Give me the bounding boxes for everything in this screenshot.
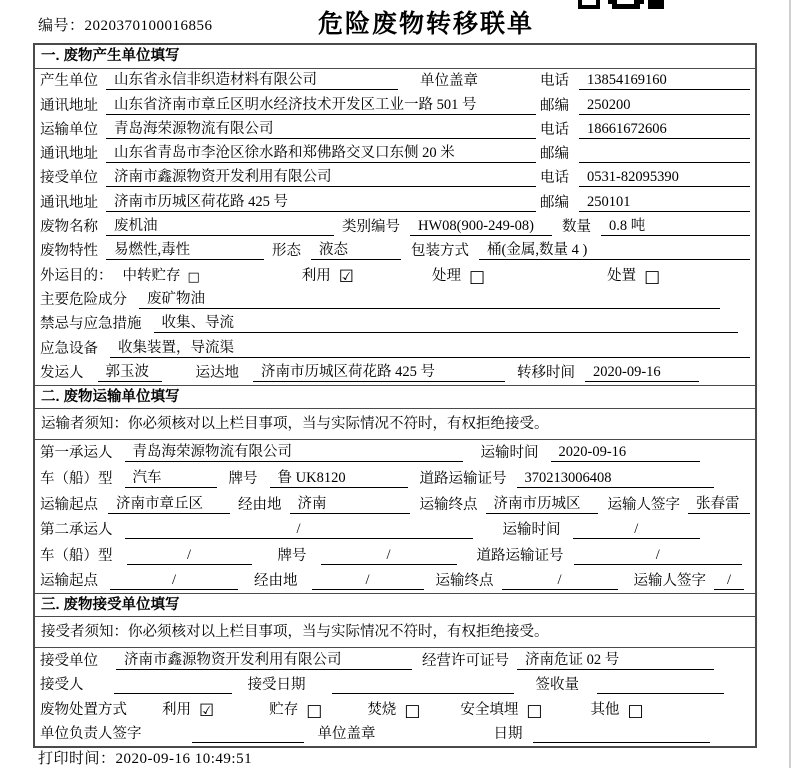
route1-sign-value: 张春雷 [688,492,750,514]
dispatcher-label: 发运人 [40,364,84,381]
signed-amount-value [597,693,724,694]
print-time [38,747,252,768]
row-waste-name [35,215,755,239]
row-acceptor [35,673,755,698]
purpose-transfer-checkbox: □ [187,269,200,285]
emergency-equipment-value: 收集装置，导流渠 [110,336,750,358]
sign-date-value [533,742,711,743]
purpose-option-utilize-label: 利用 [301,267,331,284]
row-disposal-method [35,697,755,722]
transfer-manifest-form [33,43,757,748]
vehicle1-value: 汽车 [125,466,217,488]
route1-end-value: 济南市历城区 [486,492,598,514]
sign-date-label: 日期 [493,726,523,743]
disposal-storage-label: 贮存 [269,701,299,718]
transporter-phone-label: 电话 [540,121,569,138]
signed-amount-label: 签收量 [535,677,579,694]
route2-end-value: / [502,572,618,590]
acceptor-value [114,693,232,694]
producer-seal-label: 单位盖章 [420,73,478,90]
producer-value: 山东省永信非织造材料有限公司 [106,68,398,90]
receiver-phone-label: 电话 [540,170,569,187]
transporter-address-label: 通讯地址 [40,146,98,163]
serial-label: 编号： [38,18,85,34]
unit-seal-label: 单位盖章 [317,726,376,743]
document-serial [38,14,213,35]
purpose-option-transfer-label: 中转贮存 [122,267,181,284]
row-carrier2 [35,517,755,543]
destination-value: 济南市历城区荷花路 425 号 [253,360,505,382]
route2-via-value: / [312,572,424,590]
waste-form-label: 形态 [272,243,301,260]
carrier1-value: 青岛海荣源物流有限公司 [125,440,463,462]
row-route1 [35,491,755,517]
plate1-value: 鲁 UK8120 [270,466,408,488]
print-time-value: 2020-09-16 10:49:51 [115,751,253,767]
disposal-label: 废物处置方式 [40,701,127,718]
packing-label: 包装方式 [411,243,469,260]
main-hazard-value: 废矿物油 [139,287,720,309]
route1-start-label: 运输起点 [40,496,98,513]
road-license1-label: 道路运输证号 [419,471,507,488]
vehicle1-label: 车（船）型 [40,471,113,488]
receiver-zip-label: 邮编 [540,194,569,211]
destination-label: 运达地 [195,364,239,381]
plate2-value: / [321,547,457,565]
carrier2-label: 第二承运人 [40,522,113,539]
row-vehicle1 [35,465,755,491]
waste-category-label: 类别编号 [342,219,400,236]
serial-number: 2020370100016856 [84,18,213,34]
section1-heading: 一. 废物产生单位填写 [35,45,755,69]
packing-value: 桶(金属,数量 4 ) [479,238,750,260]
operating-license-value: 济南危证 02 号 [517,648,714,670]
route1-end-label: 运输终点 [419,496,478,513]
vehicle2-label: 车（船）型 [40,547,113,564]
page-title: 危险废物转移联单 [317,10,535,38]
transporter-phone-value: 18661672606 [579,121,750,139]
transporter-zip-value [579,162,750,163]
route2-sign-label: 运输人签字 [633,573,706,590]
carrier2-value: / [125,521,473,539]
row-route2 [35,568,755,594]
receiver-zip-value: 250101 [579,194,750,212]
route2-start-label: 运输起点 [40,573,98,590]
disposal-utilize-checkbox: ☑ [199,700,215,721]
vehicle2-value: / [127,547,252,565]
route1-start-value: 济南市章丘区 [108,492,230,514]
disposal-storage-checkbox: □ [306,700,323,721]
route2-sign-value: / [714,572,744,590]
transporter-zip-label: 邮编 [540,146,569,163]
row-receiver [35,166,755,190]
waste-name-value: 废机油 [106,214,334,236]
purpose-utilize-checkbox: ☑ [338,266,355,287]
disposal-landfill-checkbox: □ [526,700,543,721]
section3-heading: 三. 废物接受单位填写 [35,593,755,617]
producer-address-value: 山东省济南市章丘区明水经济技术开发区工业一路 501 号 [106,93,536,115]
row-receiver-address [35,190,755,214]
receiver-address-label: 通讯地址 [40,194,98,211]
disposal-incinerate-checkbox: □ [404,700,421,721]
accept-date-label: 接受日期 [247,677,306,694]
producer-phone-value: 13854169160 [579,72,750,90]
section-receiver [35,593,755,746]
acceptor-label: 接受人 [40,677,84,694]
waste-property-label: 废物特性 [40,243,98,260]
row-transporter [35,118,755,142]
transporter-notice: 运输者须知：你必须核对以上栏目事项，当与实际情况不符时，有权拒绝接受。 [35,409,755,440]
section-producer [35,45,755,385]
carrier1-time-value: 2020-09-16 [551,444,701,462]
producer-phone-label: 电话 [540,73,569,90]
receiver-address-value: 济南市历城区荷花路 425 号 [106,190,536,212]
row-taboo-measures [35,312,755,336]
receiver-notice: 接受者须知：你必须核对以上栏目事项，当与实际情况不符时，有权拒绝接受。 [35,617,755,648]
route1-sign-label: 运输人签字 [607,496,680,513]
route2-via-label: 经由地 [254,573,298,590]
main-hazard-label: 主要危险成分 [40,291,127,308]
purpose-treat-checkbox: □ [469,266,486,287]
page-edge-divider [789,0,791,768]
row-transporter-address [35,142,755,166]
producer-address-label: 通讯地址 [40,97,98,114]
route2-start-value: / [110,572,238,590]
taboo-label: 禁忌与应急措施 [40,316,142,333]
purpose-option-treat-label: 处理 [432,267,462,284]
transfer-time-label: 转移时间 [517,364,575,381]
print-time-label: 打印时间： [38,751,116,767]
section2-heading: 二. 废物运输单位填写 [35,385,755,409]
emergency-equipment-label: 应急设备 [40,340,98,357]
receive-unit-label: 接受单位 [40,652,98,669]
producer-zip-value: 250200 [579,97,750,115]
dispatcher-value: 郭玉波 [98,360,162,382]
row-outbound-purpose [35,263,755,287]
accept-date-value [332,693,514,694]
carrier2-time-value: / [573,521,701,539]
row-receive-unit [35,648,755,673]
carrier1-label: 第一承运人 [40,445,113,462]
disposal-landfill-label: 安全填埋 [460,701,519,718]
road-license2-label: 道路运输证号 [476,547,564,564]
road-license1-value: 370213006408 [517,470,715,488]
row-producer-address [35,93,755,117]
route2-end-label: 运输终点 [435,573,494,590]
producer-label: 产生单位 [40,73,98,90]
unit-signature-value [192,742,304,743]
waste-quantity-label: 数量 [562,219,591,236]
purpose-dispose-checkbox: □ [644,266,661,287]
row-dispatch [35,361,755,385]
receiver-label: 接受单位 [40,170,98,187]
purpose-option-dispose-label: 处置 [607,267,637,284]
producer-zip-label: 邮编 [540,97,569,114]
road-license2-value: / [574,547,743,565]
row-producer [35,69,755,93]
route1-via-value: 济南 [290,492,410,514]
plate2-label: 牌号 [277,547,307,564]
waste-property-value: 易燃性,毒性 [106,238,264,260]
row-emergency-equipment [35,336,755,360]
waste-form-value: 液态 [311,238,401,260]
receiver-value: 济南市鑫源物资开发利用有限公司 [106,165,536,187]
route1-via-label: 经由地 [238,496,282,513]
disposal-other-label: 其他 [590,701,620,718]
receive-unit-value: 济南市鑫源物资开发利用有限公司 [116,648,412,670]
transfer-time-value: 2020-09-16 [585,364,699,382]
transporter-label: 运输单位 [40,121,98,138]
disposal-other-checkbox: □ [627,700,644,721]
row-waste-property [35,239,755,263]
row-vehicle2 [35,542,755,568]
row-main-hazard [35,288,755,312]
carrier2-time-label: 运输时间 [502,522,561,539]
section-transporter [35,385,755,594]
waste-quantity-value: 0.8 吨 [601,214,750,236]
transporter-value: 青岛海荣源物流有限公司 [106,117,536,139]
taboo-value: 收集、导流 [154,311,739,333]
transporter-address-value: 山东省青岛市李沧区徐水路和郑佛路交叉口东侧 20 米 [106,141,536,163]
waste-category-value: HW08(900-249-08) [410,218,552,236]
row-carrier1 [35,440,755,466]
disposal-incinerate-label: 焚烧 [367,701,397,718]
receiver-phone-value: 0531-82095390 [579,169,750,187]
operating-license-label: 经营许可证号 [422,652,509,669]
carrier1-time-label: 运输时间 [480,445,539,462]
waste-name-label: 废物名称 [40,219,98,236]
row-unit-signature [35,722,755,747]
qr-code-fragment [578,0,664,9]
plate1-label: 牌号 [228,471,258,488]
unit-signature-label: 单位负责人签字 [40,726,142,743]
purpose-label: 外运目的： [40,267,113,284]
disposal-utilize-label: 利用 [162,701,191,718]
